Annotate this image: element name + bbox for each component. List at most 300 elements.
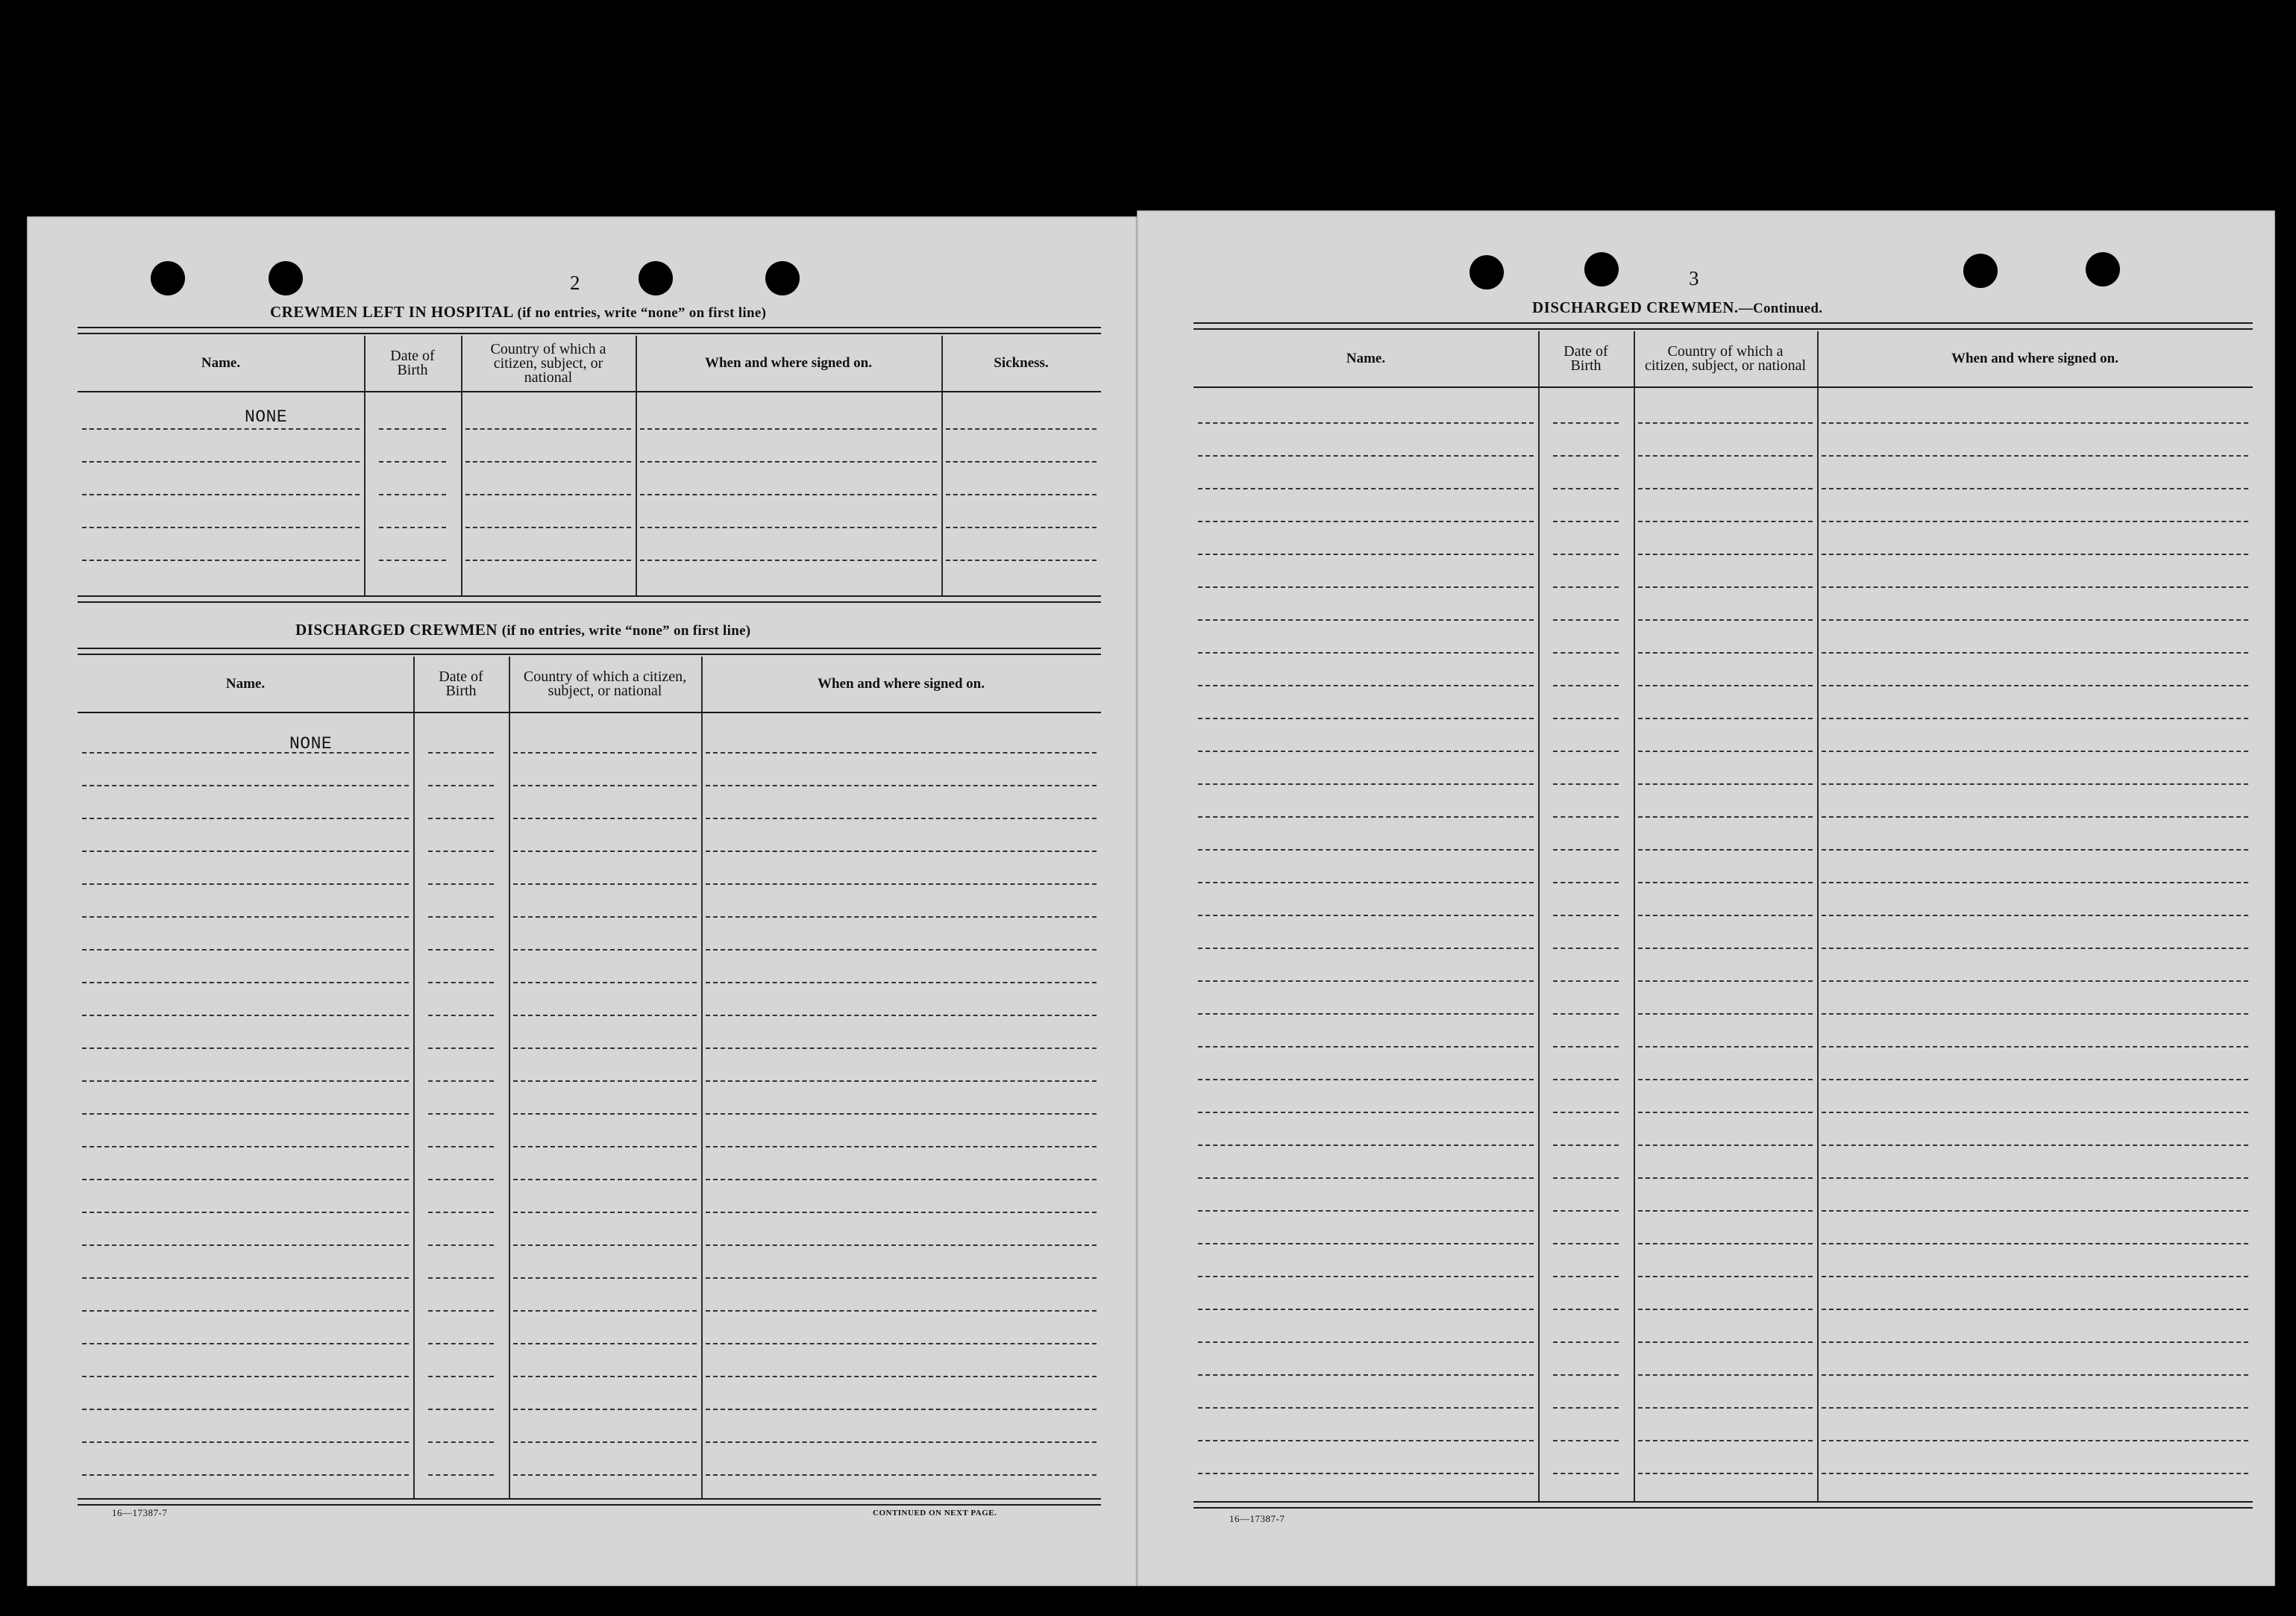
table-row-line (946, 494, 1097, 495)
column-divider (701, 657, 703, 1500)
table-row-line (1638, 685, 1813, 686)
table-row-line (1638, 980, 1813, 982)
table-row-line (640, 494, 937, 495)
column-header: Country of which a citizen, subject, or national (523, 668, 687, 699)
table-row-line (1638, 554, 1813, 555)
column-header: Country of which a citizen, subject, or national (490, 340, 606, 386)
column-divider (1538, 331, 1540, 1503)
table-row-line (706, 851, 1097, 852)
table-row-line (465, 494, 631, 495)
table-row-line (1553, 1210, 1619, 1212)
table-row-line (1638, 1440, 1813, 1441)
table-row-line (706, 1441, 1097, 1443)
table-row-line (82, 1244, 409, 1246)
table-row-line (1638, 783, 1813, 785)
table-row-line (513, 785, 697, 786)
right-header-bottom-rule (1194, 386, 2253, 388)
punch-hole (1469, 255, 1504, 289)
column-divider (636, 336, 637, 597)
table-row-line (1638, 718, 1813, 719)
table-row-line (82, 1080, 409, 1082)
table-row-line (465, 527, 631, 528)
table-row-line (428, 1441, 494, 1443)
table-row-line (1638, 1243, 1813, 1244)
table-row-line (428, 1310, 494, 1312)
column-header: Date of Birth (390, 348, 435, 378)
table-row-line (379, 527, 446, 528)
table-row-line (1638, 849, 1813, 851)
discharged-instruction: (if no entries, write “none” on first line) (501, 623, 751, 639)
table-row-line (1638, 1210, 1813, 1212)
table-row-line (1822, 980, 2248, 982)
table-row-line (465, 461, 631, 463)
column-divider (461, 336, 462, 597)
table-row-line (1198, 652, 1534, 654)
table-row-line (82, 1474, 409, 1476)
table-row-line (946, 461, 1097, 463)
continued-note: CONTINUED ON NEXT PAGE. (873, 1509, 997, 1518)
table-row-line (428, 1146, 494, 1147)
table-row-line (1822, 1407, 2248, 1409)
table-row-line (1822, 488, 2248, 489)
table-row-line (1198, 422, 1534, 424)
table-row-line (706, 1376, 1097, 1377)
table-row-line (1553, 980, 1619, 982)
table-row-line (1553, 521, 1619, 522)
table-row-line (1822, 783, 2248, 785)
table-row-line (1822, 1440, 2248, 1441)
table-row-line (1638, 1046, 1813, 1047)
table-row-line (1198, 619, 1534, 621)
punch-hole (1584, 252, 1619, 286)
table-row-line (513, 818, 697, 819)
table-row-line (706, 1310, 1097, 1312)
table-row-line (706, 1015, 1097, 1016)
table-row-line (1198, 948, 1534, 949)
table-row-line (82, 1015, 409, 1016)
table-row-line (1198, 586, 1534, 588)
table-row-line (706, 1179, 1097, 1180)
right-title-suffix: —Continued. (1738, 301, 1823, 316)
table-row-line (513, 916, 697, 918)
table-row-line (706, 1212, 1097, 1213)
table-row-line (706, 1047, 1097, 1049)
table-row-line (1198, 1112, 1534, 1113)
hospital-header-rule (78, 327, 1101, 334)
table-row-line (513, 851, 697, 852)
table-row-line (1198, 849, 1534, 851)
table-row-line (640, 461, 937, 463)
table-row-line (1553, 882, 1619, 883)
right-bottom-rule (1194, 1501, 2253, 1509)
table-row-line (1822, 1112, 2248, 1113)
table-row-line (1638, 915, 1813, 916)
table-row-line (640, 560, 937, 561)
table-row-line (82, 818, 409, 819)
table-row-line (1553, 422, 1619, 424)
table-row-line (428, 1474, 494, 1476)
discharged-bottom-rule (78, 1498, 1101, 1506)
table-row-line (82, 785, 409, 786)
table-row-line (1553, 1046, 1619, 1047)
table-row-line (82, 1212, 409, 1213)
table-row-line (379, 494, 446, 495)
table-row-line (1553, 849, 1619, 851)
table-row-line (513, 1343, 697, 1344)
discharged-section-title (295, 621, 750, 639)
discharged-title-text: DISCHARGED CREWMEN (295, 621, 498, 639)
table-row-line (1553, 1341, 1619, 1343)
table-row-line (513, 1441, 697, 1443)
table-row-line (1553, 816, 1619, 818)
table-row-line (82, 982, 409, 983)
table-row-line (82, 1441, 409, 1443)
table-row-line (1198, 718, 1534, 719)
table-row-line (706, 1146, 1097, 1147)
table-row-line (513, 982, 697, 983)
discharged-top-rule (78, 648, 1101, 655)
hospital-bottom-rule (78, 595, 1101, 603)
table-row-line (428, 949, 494, 951)
table-row-line (1822, 1210, 2248, 1212)
table-row-line (513, 1244, 697, 1246)
table-row-line (513, 1310, 697, 1312)
table-row-line (428, 1179, 494, 1180)
table-row-line (513, 1277, 697, 1279)
table-row-line (1638, 586, 1813, 588)
table-row-line (706, 1080, 1097, 1082)
table-row-line (428, 1080, 494, 1082)
table-row-line (1822, 849, 2248, 851)
table-row-line (946, 428, 1097, 430)
table-row-line (706, 1343, 1097, 1344)
table-row-line (465, 428, 631, 430)
table-row-line (706, 752, 1097, 754)
table-row-line (1553, 1013, 1619, 1015)
table-row-line (1553, 488, 1619, 489)
table-row-line (1822, 948, 2248, 949)
table-row-line (706, 1277, 1097, 1279)
column-header: When and where signed on. (1951, 351, 2118, 367)
right-title-text: DISCHARGED CREWMEN. (1532, 298, 1739, 316)
table-row-line (1638, 619, 1813, 621)
table-row-line (1198, 915, 1534, 916)
table-row-line (428, 1277, 494, 1279)
table-row-line (1638, 751, 1813, 752)
table-row-line (1822, 1046, 2248, 1047)
table-row-line (513, 1179, 697, 1180)
table-row-line (1638, 1177, 1813, 1179)
table-row-line (1553, 1177, 1619, 1179)
table-row-line (1198, 1276, 1534, 1277)
table-row-line (82, 1343, 409, 1344)
table-row-line (82, 461, 360, 463)
table-row-line (428, 1343, 494, 1344)
table-row-line (465, 560, 631, 561)
column-header: Date of Birth (1563, 343, 1608, 374)
table-row-line (513, 1409, 697, 1410)
table-row-line (1198, 1177, 1534, 1179)
column-header: Name. (1346, 351, 1386, 367)
table-row-line (1553, 1407, 1619, 1409)
table-row-line (1638, 455, 1813, 457)
table-row-line (82, 1047, 409, 1049)
table-row-line (1553, 783, 1619, 785)
table-row-line (82, 1310, 409, 1312)
table-row-line (1198, 1046, 1534, 1047)
table-row-line (1198, 1341, 1534, 1343)
table-row-line (513, 1146, 697, 1147)
punch-hole (1963, 254, 1998, 288)
table-row-line (1198, 1407, 1534, 1409)
table-row-line (1638, 488, 1813, 489)
discharged-entry-none: NONE (289, 734, 333, 754)
table-row-line (82, 1376, 409, 1377)
table-row-line (1822, 652, 2248, 654)
table-row-line (1638, 422, 1813, 424)
column-divider (941, 336, 943, 597)
table-row-line (1198, 455, 1534, 457)
table-row-line (1822, 915, 2248, 916)
table-row-line (379, 428, 446, 430)
table-row-line (1638, 882, 1813, 883)
table-row-line (1198, 751, 1534, 752)
table-row-line (1553, 948, 1619, 949)
table-row-line (1553, 1079, 1619, 1080)
table-row-line (1198, 1013, 1534, 1015)
table-row-line (428, 851, 494, 852)
table-row-line (513, 1080, 697, 1082)
table-row-line (640, 428, 937, 430)
table-row-line (1553, 915, 1619, 916)
table-row-line (1822, 586, 2248, 588)
table-row-line (82, 916, 409, 918)
table-row-line (1822, 1374, 2248, 1376)
column-header: Sickness. (994, 355, 1049, 372)
table-row-line (82, 494, 360, 495)
table-row-line (428, 982, 494, 983)
table-row-line (1822, 1276, 2248, 1277)
table-row-line (1553, 586, 1619, 588)
table-row-line (1198, 521, 1534, 522)
table-row-line (428, 1113, 494, 1115)
table-row-line (706, 818, 1097, 819)
table-row-line (706, 883, 1097, 885)
table-row-line (1638, 1309, 1813, 1310)
table-row-line (1822, 1144, 2248, 1146)
table-row-line (428, 1212, 494, 1213)
table-row-line (82, 1113, 409, 1115)
column-header: Name. (225, 676, 266, 692)
table-row-line (1553, 1440, 1619, 1441)
hospital-title-text: CREWMEN LEFT IN HOSPITAL (270, 303, 513, 321)
table-row-line (1638, 1407, 1813, 1409)
table-row-line (1198, 783, 1534, 785)
table-row-line (1198, 488, 1534, 489)
table-row-line (379, 560, 446, 561)
table-row-line (428, 1409, 494, 1410)
table-row-line (1822, 422, 2248, 424)
table-row-line (379, 461, 446, 463)
table-row-line (428, 752, 494, 754)
column-header: When and where signed on. (704, 355, 872, 372)
table-row-line (428, 1015, 494, 1016)
table-row-line (82, 851, 409, 852)
table-row-line (1822, 1341, 2248, 1343)
table-row-line (1553, 1374, 1619, 1376)
table-row-line (513, 883, 697, 885)
table-row-line (1198, 882, 1534, 883)
table-row-line (513, 949, 697, 951)
table-row-line (82, 883, 409, 885)
form-number: 16—17387-7 (112, 1507, 168, 1518)
table-row-line (1822, 1177, 2248, 1179)
table-row-line (1553, 1243, 1619, 1244)
table-row-line (428, 1376, 494, 1377)
table-row-line (1638, 652, 1813, 654)
table-row-line (1198, 1210, 1534, 1212)
column-divider (413, 657, 415, 1500)
table-row-line (1638, 1079, 1813, 1080)
table-row-line (1822, 1013, 2248, 1015)
table-row-line (513, 1212, 697, 1213)
table-row-line (1822, 619, 2248, 621)
table-row-line (1553, 1276, 1619, 1277)
table-row-line (1638, 1276, 1813, 1277)
table-row-line (1638, 1341, 1813, 1343)
table-row-line (1198, 1473, 1534, 1474)
table-row-line (1198, 1079, 1534, 1080)
table-row-line (82, 1179, 409, 1180)
table-row-line (1198, 1374, 1534, 1376)
punch-hole (2086, 252, 2120, 286)
table-row-line (1822, 554, 2248, 555)
table-row-line (428, 785, 494, 786)
punch-hole (639, 261, 673, 295)
table-row-line (82, 752, 409, 754)
table-row-line (1822, 816, 2248, 818)
table-row-line (1198, 1440, 1534, 1441)
form-number: 16—17387-7 (1229, 1513, 1285, 1524)
table-row-line (1638, 948, 1813, 949)
page-number: 3 (1689, 267, 1700, 289)
table-row-line (706, 785, 1097, 786)
table-row-line (706, 1113, 1097, 1115)
column-header: When and where signed on. (817, 676, 985, 692)
table-row-line (1553, 554, 1619, 555)
table-row-line (1638, 1013, 1813, 1015)
right-header-rule (1194, 322, 2253, 330)
table-row-line (1198, 1144, 1534, 1146)
table-row-line (82, 1146, 409, 1147)
table-row-line (1198, 980, 1534, 982)
table-row-line (1638, 1473, 1813, 1474)
table-row-line (706, 1244, 1097, 1246)
page-number: 2 (570, 272, 581, 294)
table-row-line (640, 527, 937, 528)
column-divider (1817, 331, 1819, 1503)
column-divider (509, 657, 510, 1500)
table-row-line (706, 949, 1097, 951)
table-row-line (1822, 718, 2248, 719)
right-section-title (1532, 298, 1822, 317)
table-row-line (1553, 751, 1619, 752)
hospital-header-bottom-rule (78, 391, 1101, 392)
table-row-line (513, 1047, 697, 1049)
table-row-line (1822, 1473, 2248, 1474)
table-row-line (82, 949, 409, 951)
hospital-entry-none: NONE (245, 407, 288, 427)
table-row-line (82, 1277, 409, 1279)
table-row-line (1198, 816, 1534, 818)
table-row-line (706, 916, 1097, 918)
table-row-line (82, 527, 360, 528)
table-row-line (428, 916, 494, 918)
column-divider (364, 336, 366, 597)
table-row-line (946, 527, 1097, 528)
table-row-line (706, 1474, 1097, 1476)
table-row-line (1822, 1243, 2248, 1244)
punch-hole (765, 261, 800, 295)
table-row-line (428, 883, 494, 885)
punch-hole (151, 261, 185, 295)
column-header: Country of which a citizen, subject, or national (1644, 343, 1807, 374)
table-row-line (1822, 455, 2248, 457)
hospital-section-title (270, 303, 766, 322)
table-row-line (1553, 685, 1619, 686)
table-row-line (1822, 751, 2248, 752)
table-row-line (1553, 652, 1619, 654)
table-row-line (1822, 1309, 2248, 1310)
table-row-line (1638, 521, 1813, 522)
table-row-line (1553, 1144, 1619, 1146)
table-row-line (1553, 1309, 1619, 1310)
table-row-line (1638, 1374, 1813, 1376)
table-row-line (513, 1376, 697, 1377)
column-header: Date of Birth (439, 668, 483, 699)
right-page (1137, 210, 2275, 1586)
table-row-line (946, 560, 1097, 561)
table-row-line (428, 818, 494, 819)
table-row-line (513, 1113, 697, 1115)
table-row-line (706, 1409, 1097, 1410)
table-row-line (82, 560, 360, 561)
table-row-line (1553, 455, 1619, 457)
table-row-line (1822, 882, 2248, 883)
table-row-line (513, 1474, 697, 1476)
table-row-line (1198, 554, 1534, 555)
left-page (27, 216, 1137, 1586)
table-row-line (1198, 685, 1534, 686)
table-row-line (1638, 816, 1813, 818)
column-divider (1634, 331, 1635, 1503)
table-row-line (1553, 1112, 1619, 1113)
table-row-line (1822, 685, 2248, 686)
column-header: Name. (201, 355, 241, 372)
table-row-line (1553, 718, 1619, 719)
table-row-line (1553, 619, 1619, 621)
table-row-line (1638, 1112, 1813, 1113)
table-row-line (82, 1409, 409, 1410)
table-row-line (82, 428, 360, 430)
table-row-line (428, 1244, 494, 1246)
table-row-line (428, 1047, 494, 1049)
hospital-instruction: (if no entries, write “none” on first line) (517, 305, 767, 321)
table-row-line (1638, 1144, 1813, 1146)
discharged-header-bottom-rule (78, 712, 1101, 713)
table-row-line (1198, 1243, 1534, 1244)
table-row-line (513, 1015, 697, 1016)
